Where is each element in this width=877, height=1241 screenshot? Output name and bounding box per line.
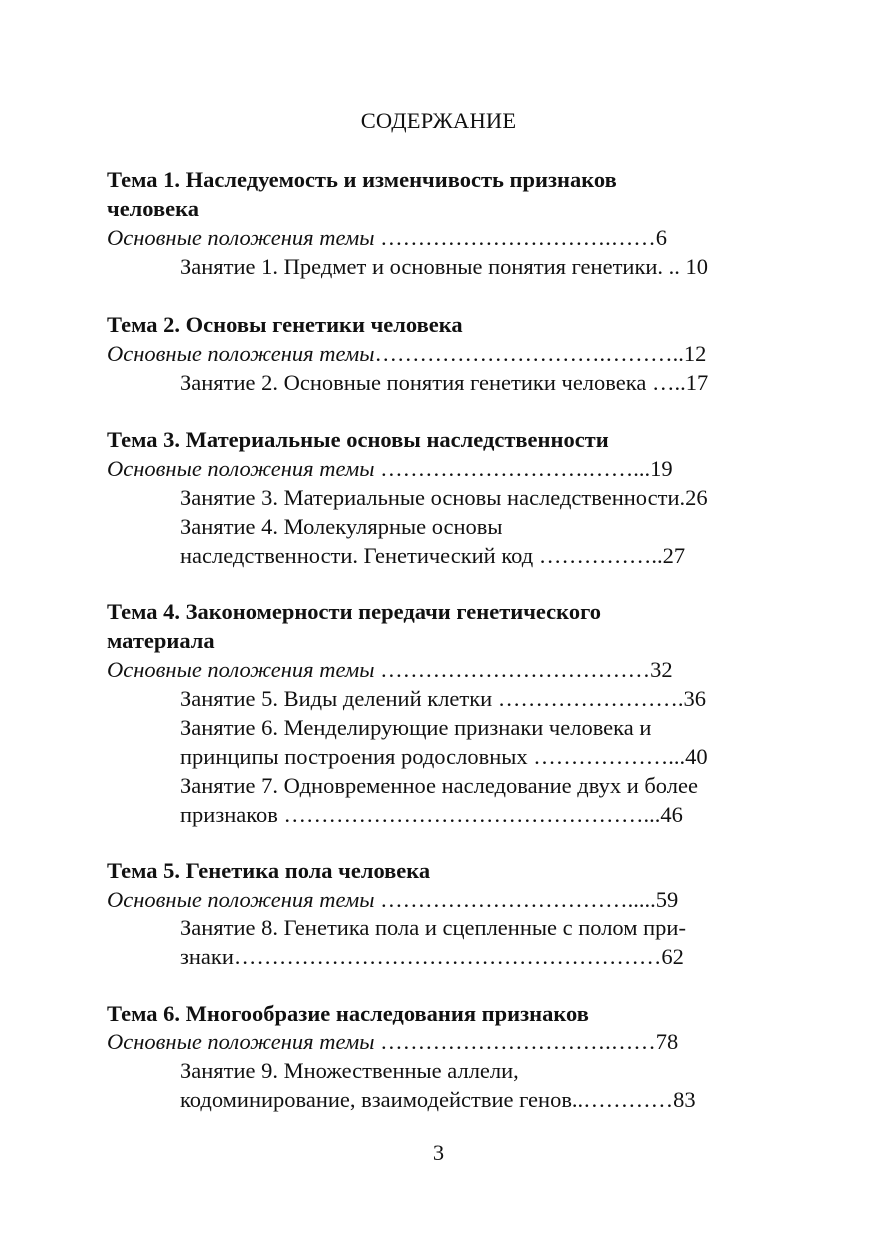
leader-dots: ………………………….……….. [374,341,684,366]
leader-dots: ……………………………..... [374,887,656,912]
topic-3-title-line-1: Тема 3. Материальные основы наследственности [107,427,609,452]
lesson-3-line-1: Занятие 3. Материальные основы наследственности.26 [180,485,708,510]
lesson-2-line-1: Занятие 2. Основные понятия генетики человека …..17 [180,370,709,395]
lesson-9-line-2: кодоминирование, взаимодействие генов..…………83 [180,1087,696,1112]
basics-label: Основные положения темы [107,887,375,912]
basics-page-number: 12 [683,341,707,366]
lesson-8-line-2: знаки…………………………………………………62 [180,944,684,969]
lesson-8-line-1: Занятие 8. Генетика пола и сцепленные с полом при- [180,915,686,940]
page-title: СОДЕРЖАНИЕ [360,108,517,133]
lesson-6-line-2: принципы построения родословных ………………...40 [180,744,708,769]
lesson-9-line-1: Занятие 9. Множественные аллели, [180,1058,519,1083]
lesson-4-line-1: Занятие 4. Молекулярные основы [180,514,503,539]
lesson-7-line-2: признаков …………………………………………...46 [180,802,683,827]
basics-label: Основные положения темы [107,456,375,481]
topic-6-basics-entry [107,1027,678,1056]
topic-1-title-line-1: Тема 1. Наследуемость и изменчивость признаков [107,167,617,192]
basics-page-number: 19 [650,456,673,481]
topic-5-title-line-1: Тема 5. Генетика пола человека [107,858,431,883]
basics-page-number: 6 [655,225,668,250]
basics-label: Основные положения темы [107,1029,375,1054]
basics-label: Основные положения темы [107,341,375,366]
page-number: 3 [432,1140,445,1165]
topic-4-title-line-2: материала [107,628,215,653]
topic-5-basics-entry [107,885,678,914]
lesson-6-line-1: Занятие 6. Менделирующие признаки человека и [180,715,652,740]
lesson-7-line-1: Занятие 7. Одновременное наследование двух и более [180,773,698,798]
leader-dots: ……………………………… [374,657,651,682]
lesson-4-line-2: наследственности. Генетический код ……………..27 [180,543,686,568]
basics-page-number: 59 [655,887,679,912]
leader-dots: ………………………….…… [374,225,656,250]
basics-page-number: 32 [650,657,673,682]
basics-label: Основные положения темы [107,657,375,682]
leader-dots: ……………………….……... [374,456,651,481]
basics-page-number: 78 [655,1029,679,1054]
topic-4-title-line-1: Тема 4. Закономерности передачи генетического [107,599,601,624]
lesson-1-line-1: Занятие 1. Предмет и основные понятия генетики. .. 10 [180,254,709,279]
topic-4-basics-entry [107,655,673,684]
topic-2-title-line-1: Тема 2. Основы генетики человека [107,312,463,337]
topic-6-title-line-1: Тема 6. Многообразие наследования признаков [107,1001,589,1026]
topic-3-basics-entry [107,454,673,483]
lesson-5-line-1: Занятие 5. Виды делений клетки …………………….36 [180,686,706,711]
topic-1-basics-entry [107,223,667,252]
topic-1-title-line-2: человека [107,196,199,221]
leader-dots: ………………………….…… [374,1029,656,1054]
topic-2-basics-entry [107,339,706,368]
basics-label: Основные положения темы [107,225,375,250]
